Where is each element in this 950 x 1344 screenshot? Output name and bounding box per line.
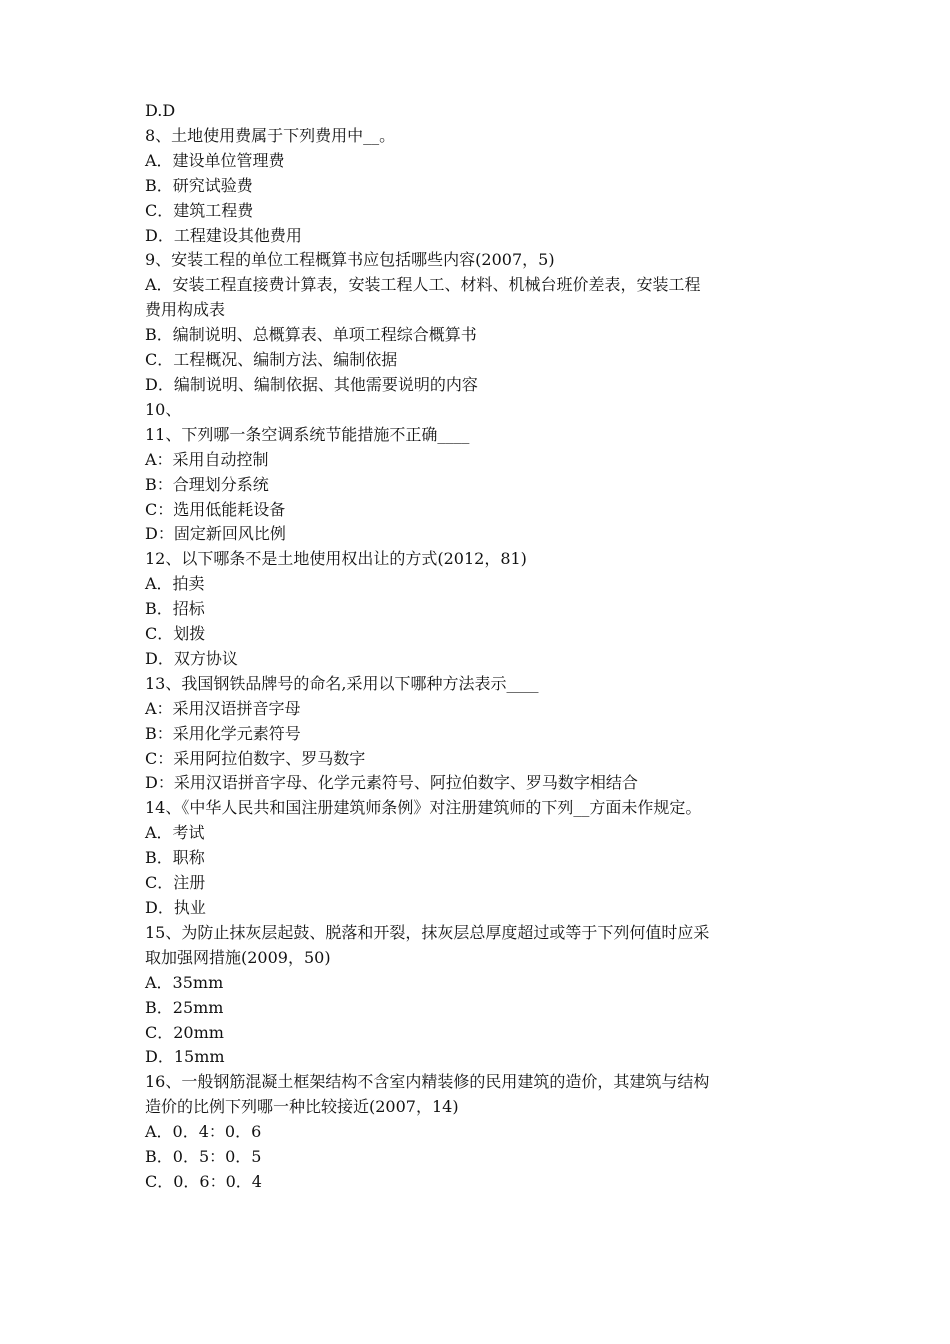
option-line: C：采用阿拉伯数字、罗马数字 [145, 748, 366, 768]
option-line: C．工程概况、编制方法、编制依据 [145, 350, 398, 370]
option-line: B：合理划分系统 [145, 474, 269, 494]
option-line: D：固定新回风比例 [145, 524, 286, 544]
option-line: A：采用自动控制 [145, 449, 269, 469]
option-line: B．研究试验费 [145, 175, 253, 195]
question-16: 16、一般钢筋混凝土框架结构不含室内精装修的民用建筑的造价，其建筑与结构 [145, 1072, 710, 1092]
text-line: D.D [145, 101, 176, 120]
option-line: D．执业 [145, 898, 206, 917]
question-13: 13、我国钢铁品牌号的命名,采用以下哪种方法表示____ [145, 673, 539, 693]
question-11: 11、下列哪一条空调系统节能措施不正确____ [145, 424, 470, 444]
option-line: A：采用汉语拼音字母 [145, 698, 301, 718]
option-line: A．考试 [145, 823, 205, 843]
question-16-continued: 造价的比例下列哪一种比较接近(2007，14) [145, 1097, 459, 1117]
question-9: 9、安装工程的单位工程概算书应包括哪些内容(2007，5) [145, 250, 555, 270]
option-line: A．拍卖 [145, 574, 205, 594]
option-line: D：采用汉语拼音字母、化学元素符号、阿拉伯数字、罗马数字相结合 [145, 773, 638, 793]
question-14: 14、《中华人民共和国注册建筑师条例》对注册建筑师的下列__方面未作规定。 [145, 798, 702, 818]
question-8: 8、土地使用费属于下列费用中__。 [145, 125, 396, 145]
document-page [145, 99, 815, 1195]
option-line: A．安装工程直接费计算表，安装工程人工、材料、机械台班价差表，安装工程 [145, 275, 701, 295]
option-line: C．划拨 [145, 624, 206, 644]
option-line: C．20mm [145, 1022, 224, 1042]
option-line: D．编制说明、编制依据、其他需要说明的内容 [145, 374, 478, 394]
option-line: C：选用低能耗设备 [145, 499, 286, 519]
option-line: B．职称 [145, 848, 205, 868]
option-line: C．注册 [145, 873, 206, 893]
option-line: A．建设单位管理费 [145, 150, 285, 170]
option-line: A．35mm [145, 972, 224, 992]
option-line: B．招标 [145, 599, 205, 619]
option-line: D．双方协议 [145, 648, 238, 668]
question-12: 12、以下哪条不是土地使用权出让的方式(2012，81) [145, 549, 527, 569]
question-15-continued: 取加强网措施(2009，50) [145, 947, 331, 967]
question-15: 15、为防止抹灰层起鼓、脱落和开裂，抹灰层总厚度超过或等于下列何值时应采 [145, 922, 710, 942]
option-line: B．25mm [145, 997, 224, 1017]
option-line: B：采用化学元素符号 [145, 723, 301, 743]
question-10: 10、 [145, 399, 182, 419]
option-line: B．0．5：0．5 [145, 1147, 262, 1167]
option-line: D．工程建设其他费用 [145, 225, 302, 245]
option-line: C．建筑工程费 [145, 200, 254, 220]
option-line-continued: 费用构成表 [145, 300, 226, 320]
option-line: C．0．6：0．4 [145, 1171, 262, 1191]
option-line: B．编制说明、总概算表、单项工程综合概算书 [145, 325, 477, 345]
option-line: A．0．4：0．6 [145, 1122, 262, 1142]
option-line: D．15mm [145, 1047, 225, 1067]
